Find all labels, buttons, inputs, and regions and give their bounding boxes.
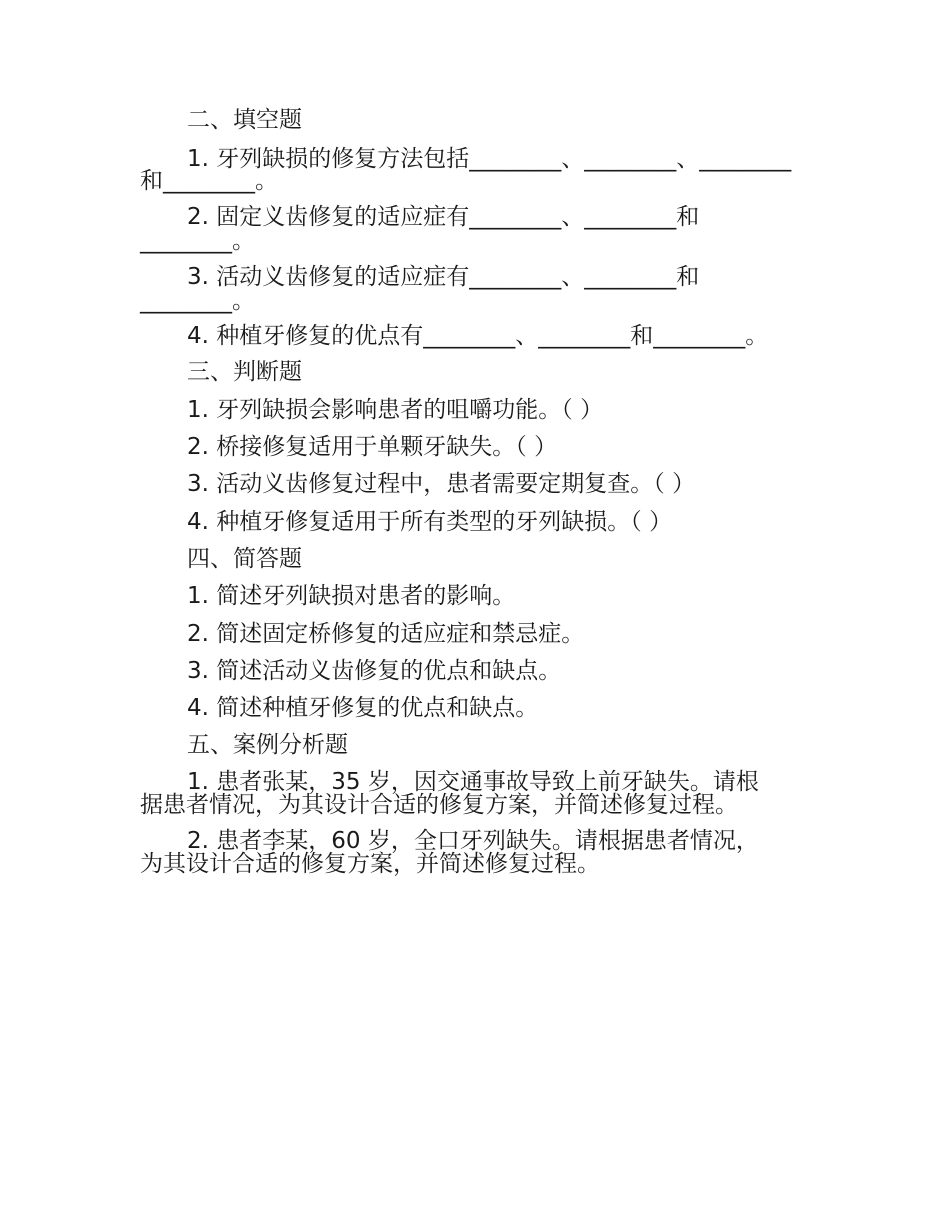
fill-question-4: 4. 种植牙修复的优点有________、________和________。 (187, 323, 769, 349)
short-question-2: 2. 简述固定桥修复的适应症和禁忌症。 (187, 621, 585, 647)
fill-question-1-continued: 和________。 (140, 168, 278, 194)
short-question-1: 1. 简述牙列缺损对患者的影响。 (187, 583, 516, 609)
section-heading-case-analysis: 五、案例分析题 (187, 732, 348, 758)
fill-question-3-continued: ________。 (140, 288, 255, 314)
case-question-2-continued: 为其设计合适的修复方案，并简述修复过程。 (140, 851, 600, 877)
short-question-3: 3. 简述活动义齿修复的优点和缺点。 (187, 658, 562, 684)
fill-question-2-continued: ________。 (140, 228, 255, 254)
case-question-2: 2. 患者李某，60 岁，全口牙列缺失。请根据患者情况， (187, 828, 759, 854)
fill-question-2: 2. 固定义齿修复的适应症有________、________和 (187, 204, 700, 230)
judge-question-4: 4. 种植牙修复适用于所有类型的牙列缺损。（ ） (187, 509, 673, 535)
judge-question-2: 2. 桥接修复适用于单颗牙缺失。（ ） (187, 434, 558, 460)
case-question-1: 1. 患者张某，35 岁，因交通事故导致上前牙缺失。请根 (187, 769, 759, 795)
judge-question-3: 3. 活动义齿修复过程中，患者需要定期复查。（ ） (187, 471, 696, 497)
case-question-1-continued: 据患者情况，为其设计合适的修复方案，并简述修复过程。 (140, 792, 738, 818)
fill-question-3: 3. 活动义齿修复的适应症有________、________和 (187, 264, 700, 290)
short-question-4: 4. 简述种植牙修复的优点和缺点。 (187, 695, 539, 721)
fill-question-1: 1. 牙列缺损的修复方法包括________、________、________ (187, 146, 792, 172)
section-heading-true-false: 三、判断题 (187, 359, 302, 385)
section-heading-short-answer: 四、简答题 (187, 546, 302, 572)
section-heading-fill-in: 二、填空题 (187, 107, 302, 133)
judge-question-1: 1. 牙列缺损会影响患者的咀嚼功能。（ ） (187, 397, 604, 423)
